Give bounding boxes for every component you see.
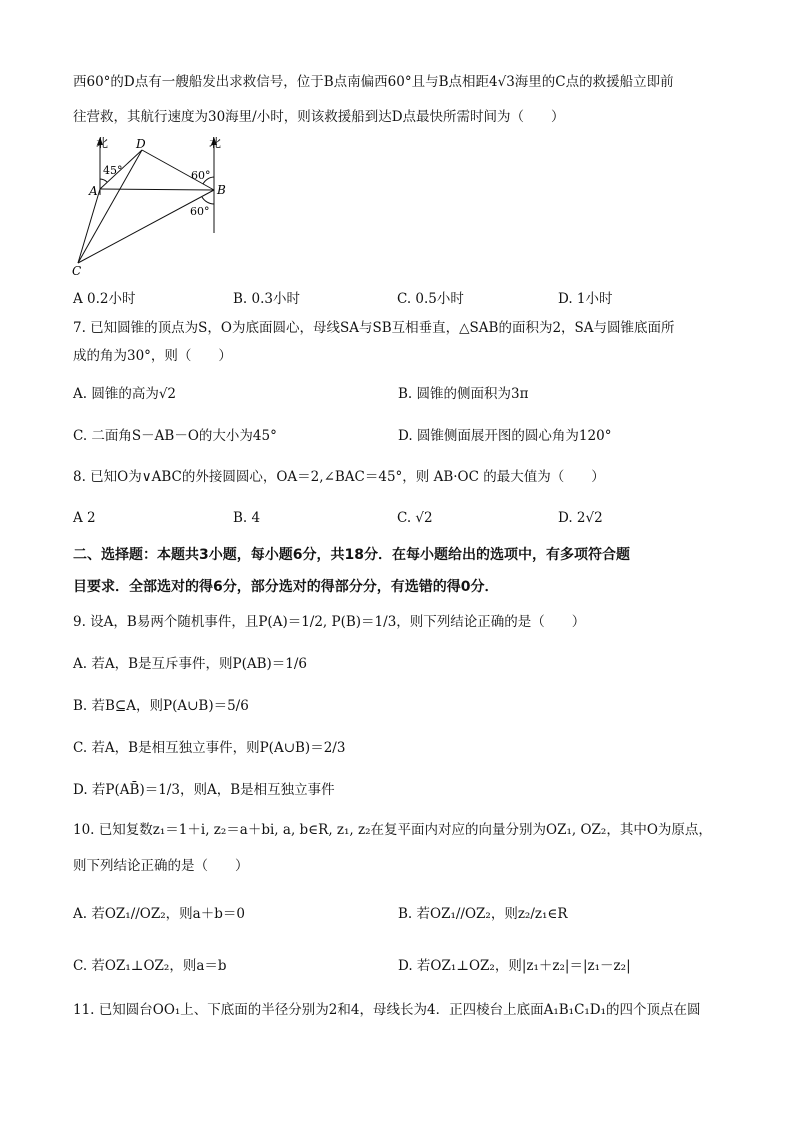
q9-option-b: B. 若B⊆A，则P(A∪B)＝5/6: [73, 698, 249, 714]
q6-line1: 西60°的D点有一艘船发出求救信号，位于B点南偏西60°且与B点相距4√3海里的C点的救援船立即前: [73, 74, 674, 90]
q6-line2: 往营救，其航行速度为30海里/小时，则该救援船到达D点最快所需时间为（ ）: [73, 109, 565, 125]
section2-heading-line2: 目要求．全部选对的得6分，部分选对的得部分分，有选错的得0分．: [73, 579, 499, 595]
angle-60-top-label: 60°: [191, 169, 211, 182]
north-right-label: 北: [209, 136, 222, 150]
q10-line1: 10. 已知复数z₁＝1＋i, z₂＝a＋bi, a, b∈R, z₁, z₂在复平面内对应的向量分别为OZ₁, OZ₂，其中O为原点，: [73, 822, 712, 838]
q9-option-a: A. 若A，B是互斥事件，则P(AB)＝1/6: [73, 656, 308, 672]
q7-option-a: A. 圆锥的高为√2: [73, 386, 177, 402]
label-A: A: [89, 184, 98, 198]
q7-line1: 7. 已知圆锥的顶点为S，O为底面圆心，母线SA与SB互相垂直，△SAB的面积为2，SA与圆锥底面所: [73, 320, 675, 336]
angle-60-bottom-label: 60°: [190, 205, 210, 218]
q6-option-c: C. 0.5小时: [397, 291, 464, 307]
q7-line2: 成的角为30°，则（ ）: [73, 348, 232, 364]
q10-line2: 则下列结论正确的是（ ）: [73, 858, 249, 874]
q8-option-b: B. 4: [233, 510, 261, 526]
label-D: D: [136, 137, 146, 151]
q8-option-a: A 2: [73, 510, 96, 526]
q9-option-d: D. 若P(AB̄)＝1/3，则A，B是相互独立事件: [73, 782, 335, 798]
q7-option-d: D. 圆锥侧面展开图的圆心角为120°: [398, 428, 612, 444]
q10-option-a: A. 若OZ₁//OZ₂，则a＋b＝0: [73, 906, 245, 922]
q7-option-c: C. 二面角S－AB－O的大小为45°: [73, 428, 277, 444]
north-left-label: 北: [96, 136, 109, 150]
q6-option-a: A 0.2小时: [73, 291, 136, 307]
q6-figure: [68, 133, 238, 281]
q9-option-c: C. 若A，B是相互独立事件，则P(A∪B)＝2/3: [73, 740, 346, 756]
q9-stem: 9. 设A，B易两个随机事件，且P(A)＝1/2, P(B)＝1/3，则下列结论正确的是（ ）: [73, 614, 586, 630]
q7-option-b: B. 圆锥的侧面积为3π: [398, 386, 529, 402]
label-B: B: [217, 183, 226, 197]
angle-45-label: 45°: [103, 164, 123, 177]
q8-option-c: C. √2: [397, 510, 433, 526]
q8-option-d: D. 2√2: [558, 510, 603, 526]
label-C: C: [72, 264, 82, 278]
q11-line1: 11. 已知圆台OO₁上、下底面的半径分别为2和4，母线长为4．正四棱台上底面A₁B₁C₁D₁的四个顶点在圆: [73, 1002, 701, 1018]
section2-heading-line1: 二、选择题：本题共3小题，每小题6分，共18分．在每小题给出的选项中，有多项符合题: [73, 547, 630, 563]
q10-option-d: D. 若OZ₁⊥OZ₂，则|z₁＋z₂|＝|z₁－z₂|: [398, 958, 631, 974]
q10-option-c: C. 若OZ₁⊥OZ₂，则a＝b: [73, 958, 227, 974]
q8-line1: 8. 已知O为∨ABC的外接圆圆心，OA＝2,∠BAC＝45°，则 AB·OC 的最大值为（ ）: [73, 469, 605, 485]
q10-option-b: B. 若OZ₁//OZ₂，则z₂/z₁∈R: [398, 906, 568, 922]
q6-option-b: B. 0.3小时: [233, 291, 300, 307]
q6-option-d: D. 1小时: [558, 291, 613, 307]
